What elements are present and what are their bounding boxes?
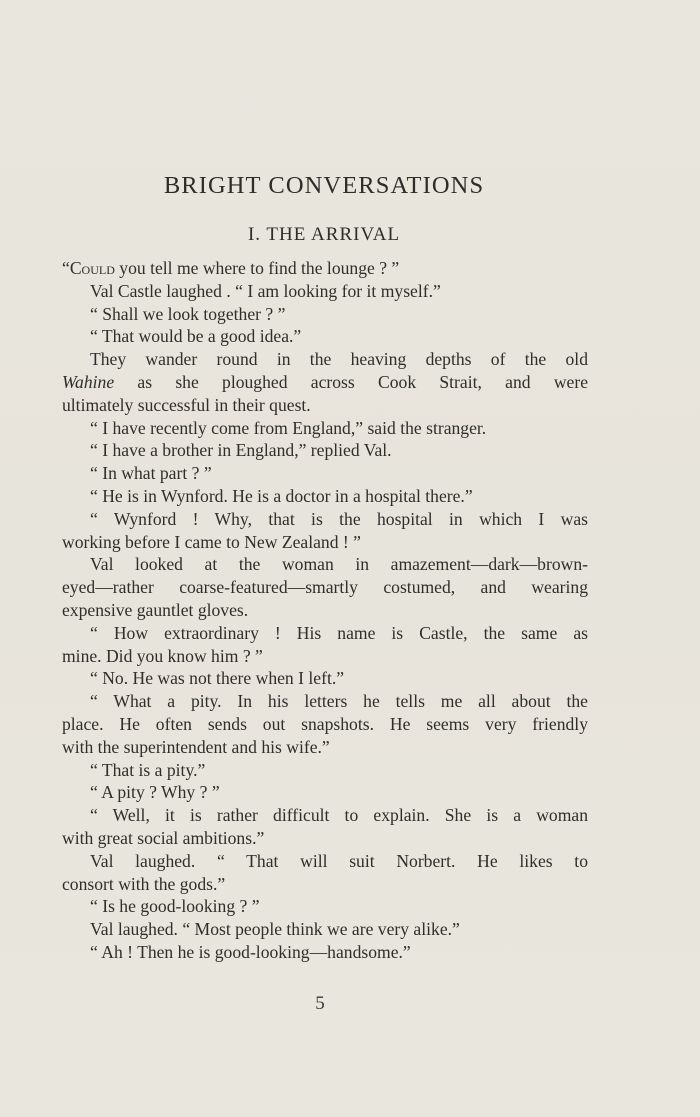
text-line xyxy=(62,485,588,508)
page-number: 5 xyxy=(315,993,325,1014)
text-run: “ In what part ? ” xyxy=(90,463,212,484)
text-run: with great social ambitions.” xyxy=(62,827,265,848)
text-run: Val laughed. “ That will suit Norbert. He likes to xyxy=(90,850,588,871)
text-run: working before I came to New Zealand ! ” xyxy=(62,531,361,552)
text-line xyxy=(62,531,588,554)
text-line xyxy=(62,599,588,622)
text-run: expensive gauntlet gloves. xyxy=(62,599,249,620)
text-line xyxy=(62,508,588,531)
text-run: “ Shall we look together ? ” xyxy=(90,303,286,324)
chapter-heading: I. THE ARRIVAL xyxy=(247,224,401,245)
text-run: “ That would be a good idea.” xyxy=(90,326,302,347)
text-run: consort with the gods.” xyxy=(62,873,226,894)
text-run: with the superintendent and his wife.” xyxy=(62,736,330,757)
text-line xyxy=(62,667,588,690)
text-run: “ Wynford ! Why, that is the hospital in which I was xyxy=(90,508,588,529)
text-run: “ How extraordinary ! His name is Castle, the same as xyxy=(90,622,588,643)
text-line xyxy=(62,303,588,326)
text-line xyxy=(62,348,588,371)
small-caps-text: Could xyxy=(69,258,115,278)
text-line xyxy=(62,439,588,462)
text-line xyxy=(62,325,588,348)
text-run: “ I have recently come from England,” said the stranger. xyxy=(90,417,487,438)
text-run: Val looked at the woman in amazement—dark—brown- xyxy=(90,554,588,575)
text-run: “ Ah ! Then he is good-looking—handsome.” xyxy=(90,941,411,962)
text-line xyxy=(62,895,588,918)
text-line xyxy=(62,257,588,280)
text-run: “ He is in Wynford. He is a doctor in a hospital there.” xyxy=(90,485,473,506)
text-line xyxy=(62,759,588,782)
text-run: Val Castle laughed . “ I am looking for it myself.” xyxy=(90,280,441,301)
text-line xyxy=(62,553,588,576)
text-line xyxy=(62,645,588,668)
text-line xyxy=(62,417,588,440)
text-run: “ I have a brother in England,” replied Val. xyxy=(90,440,392,461)
text-run: “ xyxy=(62,258,70,278)
text-line xyxy=(62,918,588,941)
text-line xyxy=(62,622,588,645)
text-line xyxy=(62,394,588,417)
text-run: “ No. He was not there when I left.” xyxy=(90,668,345,689)
text-run: “ Is he good-looking ? ” xyxy=(90,896,260,917)
text-line xyxy=(62,850,588,873)
text-run: you tell me where to find the lounge ? ” xyxy=(114,258,400,278)
text-line xyxy=(62,462,588,485)
text-line xyxy=(62,576,588,599)
book-title: BRIGHT CONVERSATIONS xyxy=(163,172,485,199)
text-run: Val laughed. “ Most people think we are very alike.” xyxy=(90,919,460,940)
body-text xyxy=(62,257,588,964)
text-run: eyed—rather coarse-featured—smartly costumed, and wearing xyxy=(62,577,588,598)
text-line xyxy=(62,804,588,827)
text-line xyxy=(62,371,588,394)
text-line xyxy=(62,827,588,850)
text-line xyxy=(62,280,588,303)
text-line xyxy=(62,941,588,964)
text-run: “ Well, it is rather difficult to explain. She is a woman xyxy=(90,805,588,826)
text-run: They wander round in the heaving depths of the old xyxy=(90,349,588,370)
text-run: ultimately successful in their quest. xyxy=(62,394,311,415)
text-line xyxy=(62,690,588,713)
text-line xyxy=(62,713,588,736)
text-line xyxy=(62,873,588,896)
text-line xyxy=(62,736,588,759)
text-run: as she ploughed across Cook Strait, and were xyxy=(114,371,588,392)
italic-text: Wahine xyxy=(62,371,115,392)
text-run: “ That is a pity.” xyxy=(90,759,206,780)
text-run: mine. Did you know him ? ” xyxy=(62,645,263,666)
text-run: “ A pity ? Why ? ” xyxy=(90,782,220,803)
text-line xyxy=(62,781,588,804)
text-run: “ What a pity. In his letters he tells me all about the xyxy=(90,691,588,712)
text-run: place. He often sends out snapshots. He seems very friendly xyxy=(62,713,588,734)
